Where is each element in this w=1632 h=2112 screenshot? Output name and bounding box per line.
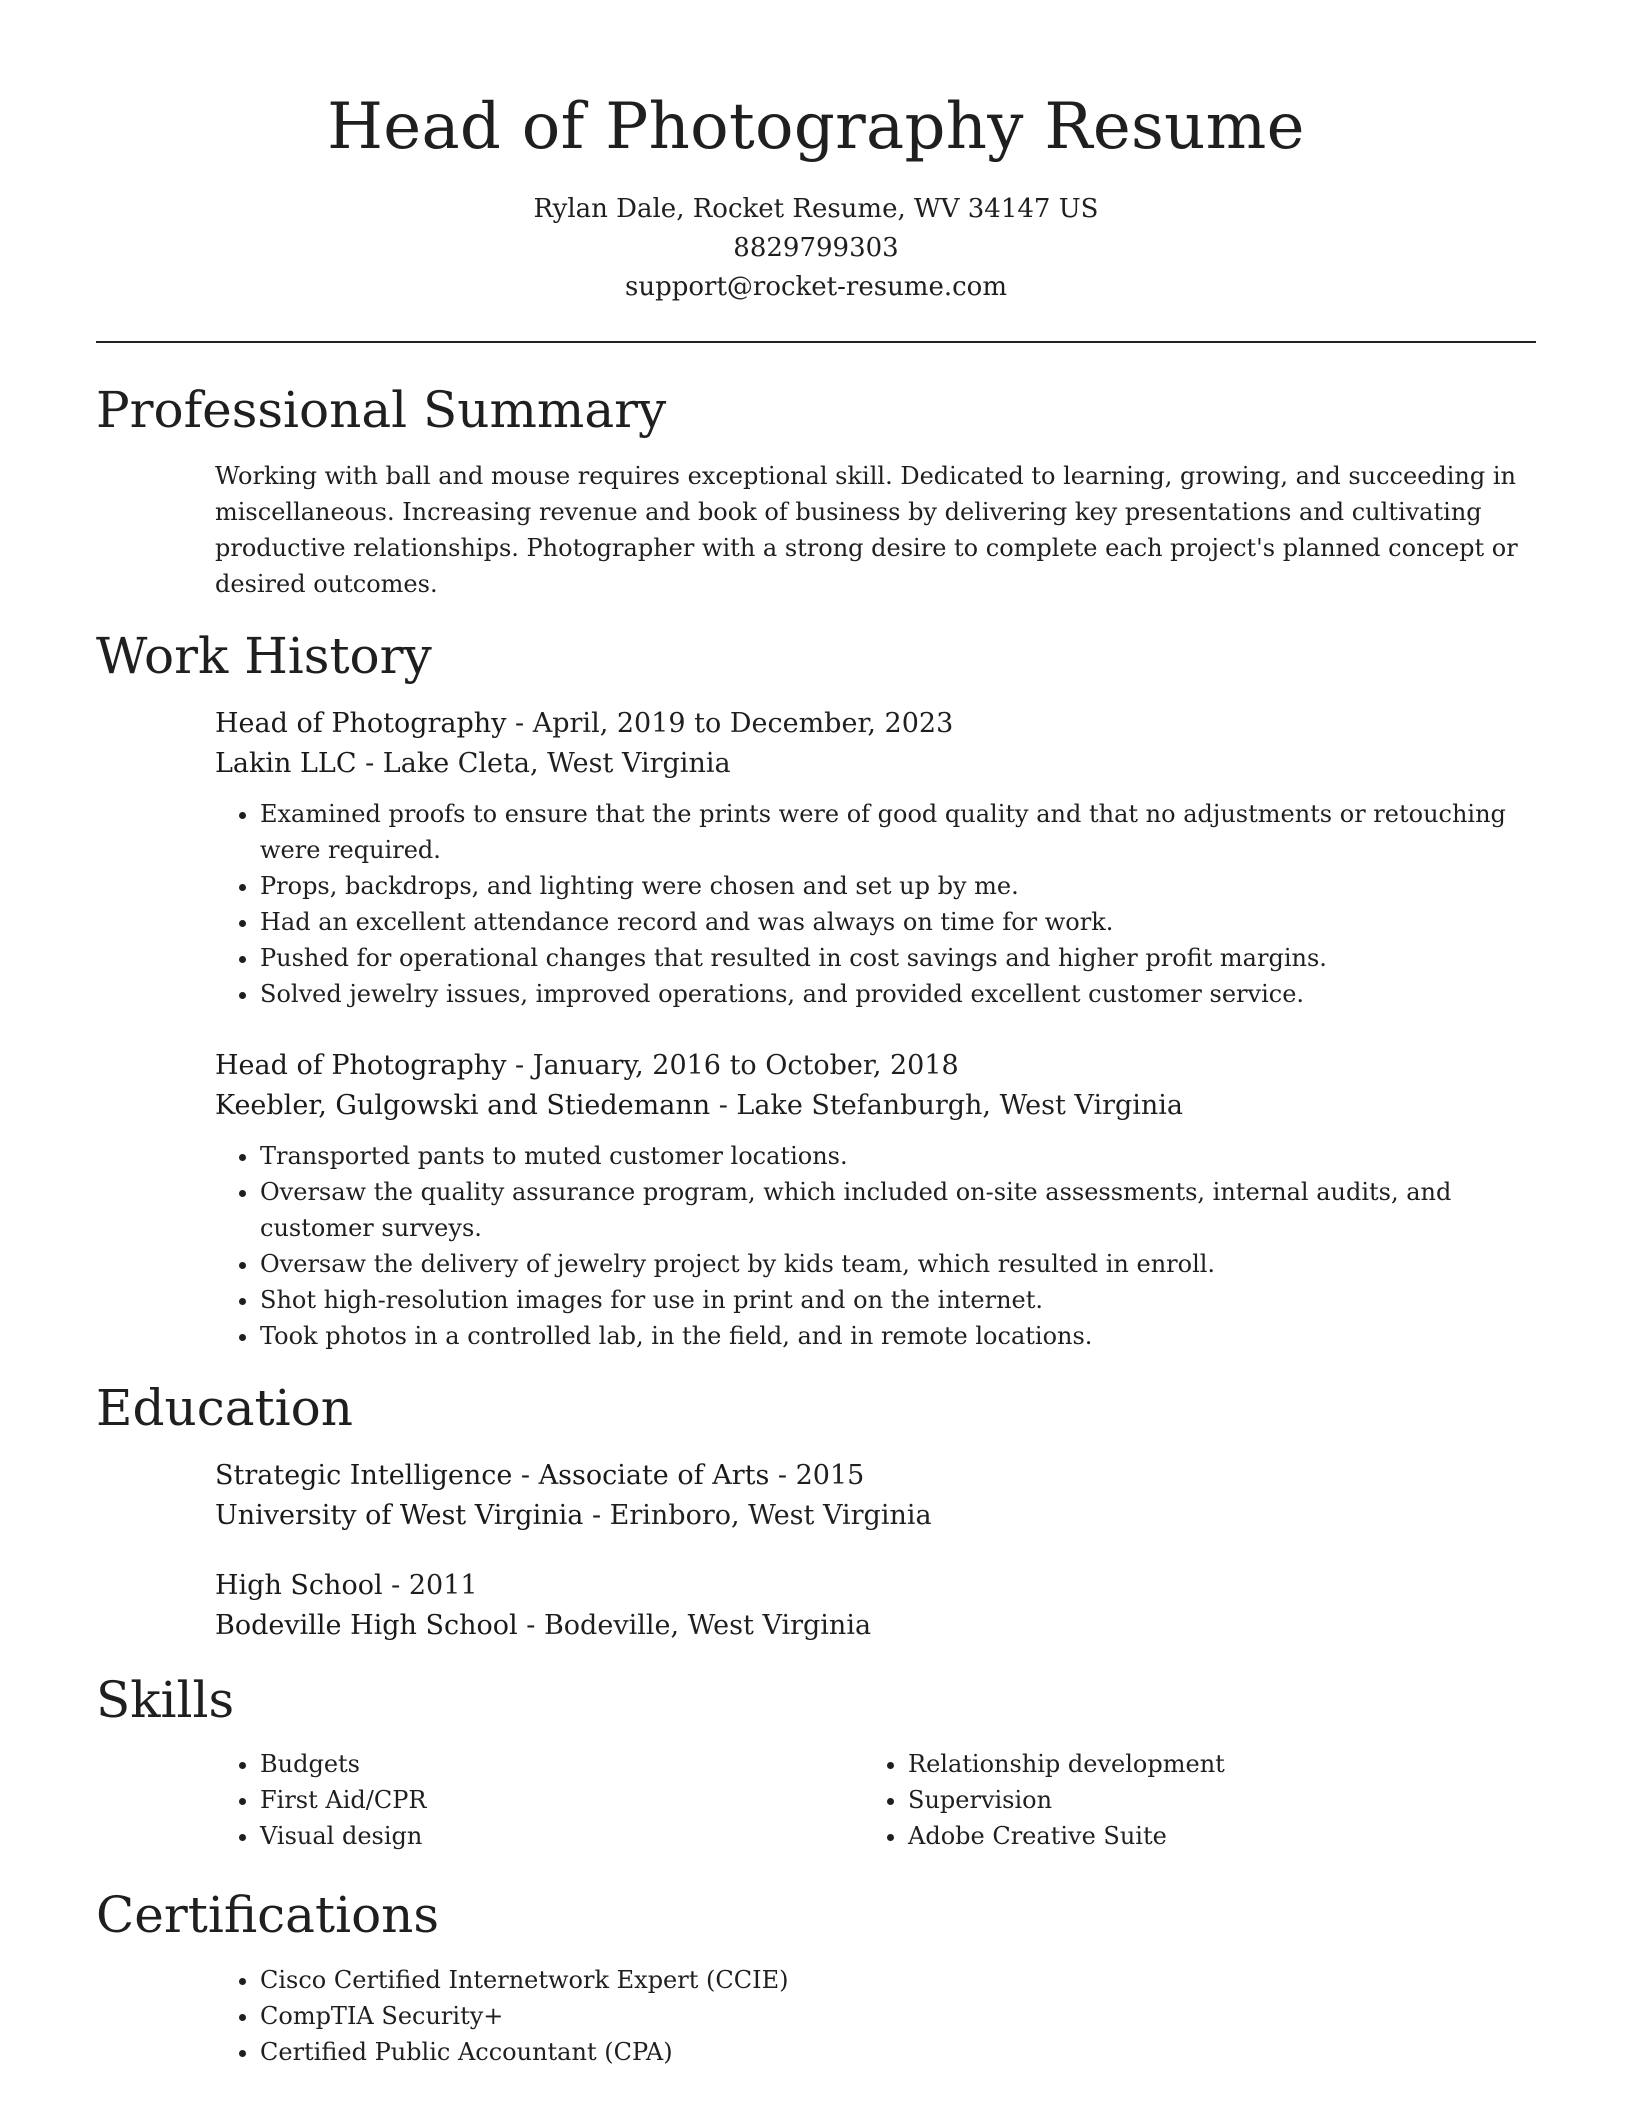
degree: Strategic Intelligence - Associate of Arts bbox=[215, 1460, 770, 1491]
list-item: • Pushed for operational changes that resulted in cost savings and higher profit margins. bbox=[260, 940, 1540, 976]
list-item: • Supervision bbox=[908, 1782, 1511, 1818]
list-item: • Certified Public Accountant (CPA) bbox=[260, 2034, 1540, 2070]
job-entry-2 bbox=[215, 1046, 1540, 1354]
list-item: • Took photos in a controlled lab, in the field, and in remote locations. bbox=[260, 1318, 1540, 1354]
list-item: • Props, backdrops, and lighting were chosen and set up by me. bbox=[260, 868, 1540, 904]
summary-heading: Professional Summary bbox=[96, 381, 667, 439]
job-dates: - January, 2016 to October, 2018 bbox=[506, 1050, 959, 1081]
summary-text: Working with ball and mouse requires exceptional skill. Dedicated to learning, growing, and succeeding in miscellaneous. Increasing revenue and book of business by delivering key presentations and cultivating productive relationships. Photographer with a strong desire to complete each project's planned concept or desired outcomes. bbox=[215, 462, 1518, 598]
list-item: • Solved jewelry issues, improved operations, and provided excellent customer service. bbox=[260, 976, 1540, 1012]
list-item: • Examined proofs to ensure that the prints were of good quality and that no adjustments or retouching were required. bbox=[260, 796, 1540, 868]
work-history-heading: Work History bbox=[96, 627, 432, 685]
education-entry-1 bbox=[215, 1456, 1540, 1536]
skills-column-left bbox=[215, 1746, 863, 1854]
page-title: Head of Photography Resume bbox=[327, 90, 1305, 164]
job-company: Keebler, Gulgowski and Stiedemann bbox=[215, 1090, 711, 1121]
list-item: • Had an excellent attendance record and was always on time for work. bbox=[260, 904, 1540, 940]
contact-block bbox=[0, 190, 1632, 307]
skills-list-left bbox=[215, 1746, 863, 1854]
certifications-list bbox=[215, 1962, 1540, 2070]
job-title: Head of Photography bbox=[215, 708, 507, 739]
list-item: • Shot high-resolution images for use in print and on the internet. bbox=[260, 1282, 1540, 1318]
job-title-line bbox=[215, 704, 1540, 744]
school-line bbox=[215, 1496, 1540, 1536]
list-item: • CompTIA Security+ bbox=[260, 1998, 1540, 2034]
header-divider bbox=[96, 341, 1536, 343]
list-item: • Visual design bbox=[260, 1818, 863, 1854]
school-name: Bodeville High School bbox=[215, 1610, 518, 1641]
list-item: • Adobe Creative Suite bbox=[908, 1818, 1511, 1854]
skills-heading: Skills bbox=[96, 1671, 235, 1729]
list-item: • Oversaw the quality assurance program, which included on-site assessments, internal audits, and customer surveys. bbox=[260, 1174, 1540, 1246]
school-line bbox=[215, 1606, 1540, 1646]
list-item: • Relationship development bbox=[908, 1746, 1511, 1782]
list-item: • Oversaw the delivery of jewelry project by kids team, which resulted in enroll. bbox=[260, 1246, 1540, 1282]
job-title-line bbox=[215, 1046, 1540, 1086]
job-location: - Lake Stefanburgh, West Virginia bbox=[710, 1090, 1184, 1121]
list-item: • Transported pants to muted customer locations. bbox=[260, 1138, 1540, 1174]
skills-section bbox=[215, 1746, 1540, 1854]
graduation-year: - 2011 bbox=[382, 1570, 478, 1601]
skills-grid bbox=[215, 1746, 1540, 1854]
summary-section bbox=[215, 458, 1540, 602]
job-company-line bbox=[215, 744, 1540, 784]
contact-email: support@rocket-resume.com bbox=[624, 272, 1007, 302]
degree: High School bbox=[215, 1570, 383, 1601]
job-bullets bbox=[215, 796, 1540, 1012]
education-entry-2 bbox=[215, 1566, 1540, 1646]
job-bullets bbox=[215, 1138, 1540, 1354]
school-location: - Bodeville, West Virginia bbox=[517, 1610, 872, 1641]
school-name: University of West Virginia bbox=[215, 1500, 584, 1531]
certifications-section bbox=[215, 1962, 1540, 2070]
skills-list-right bbox=[863, 1746, 1511, 1854]
school-location: - Erinboro, West Virginia bbox=[583, 1500, 932, 1531]
job-dates: - April, 2019 to December, 2023 bbox=[506, 708, 954, 739]
resume-header bbox=[0, 0, 1632, 307]
list-item: • Cisco Certified Internetwork Expert (CCIE) bbox=[260, 1962, 1540, 1998]
job-title: Head of Photography bbox=[215, 1050, 507, 1081]
list-item: • First Aid/CPR bbox=[260, 1782, 863, 1818]
job-location: - Lake Cleta, West Virginia bbox=[356, 748, 731, 779]
degree-line bbox=[215, 1566, 1540, 1606]
education-heading: Education bbox=[96, 1379, 353, 1437]
job-entry-1 bbox=[215, 704, 1540, 1012]
certifications-heading: Certifications bbox=[96, 1886, 440, 1944]
job-company-line bbox=[215, 1086, 1540, 1126]
contact-address: Rylan Dale, Rocket Resume, WV 34147 US bbox=[533, 194, 1099, 224]
skills-column-right bbox=[863, 1746, 1511, 1854]
list-item: • Budgets bbox=[260, 1746, 863, 1782]
graduation-year: - 2015 bbox=[769, 1460, 865, 1491]
degree-line bbox=[215, 1456, 1540, 1496]
job-company: Lakin LLC bbox=[215, 748, 357, 779]
contact-phone: 8829799303 bbox=[733, 233, 899, 263]
